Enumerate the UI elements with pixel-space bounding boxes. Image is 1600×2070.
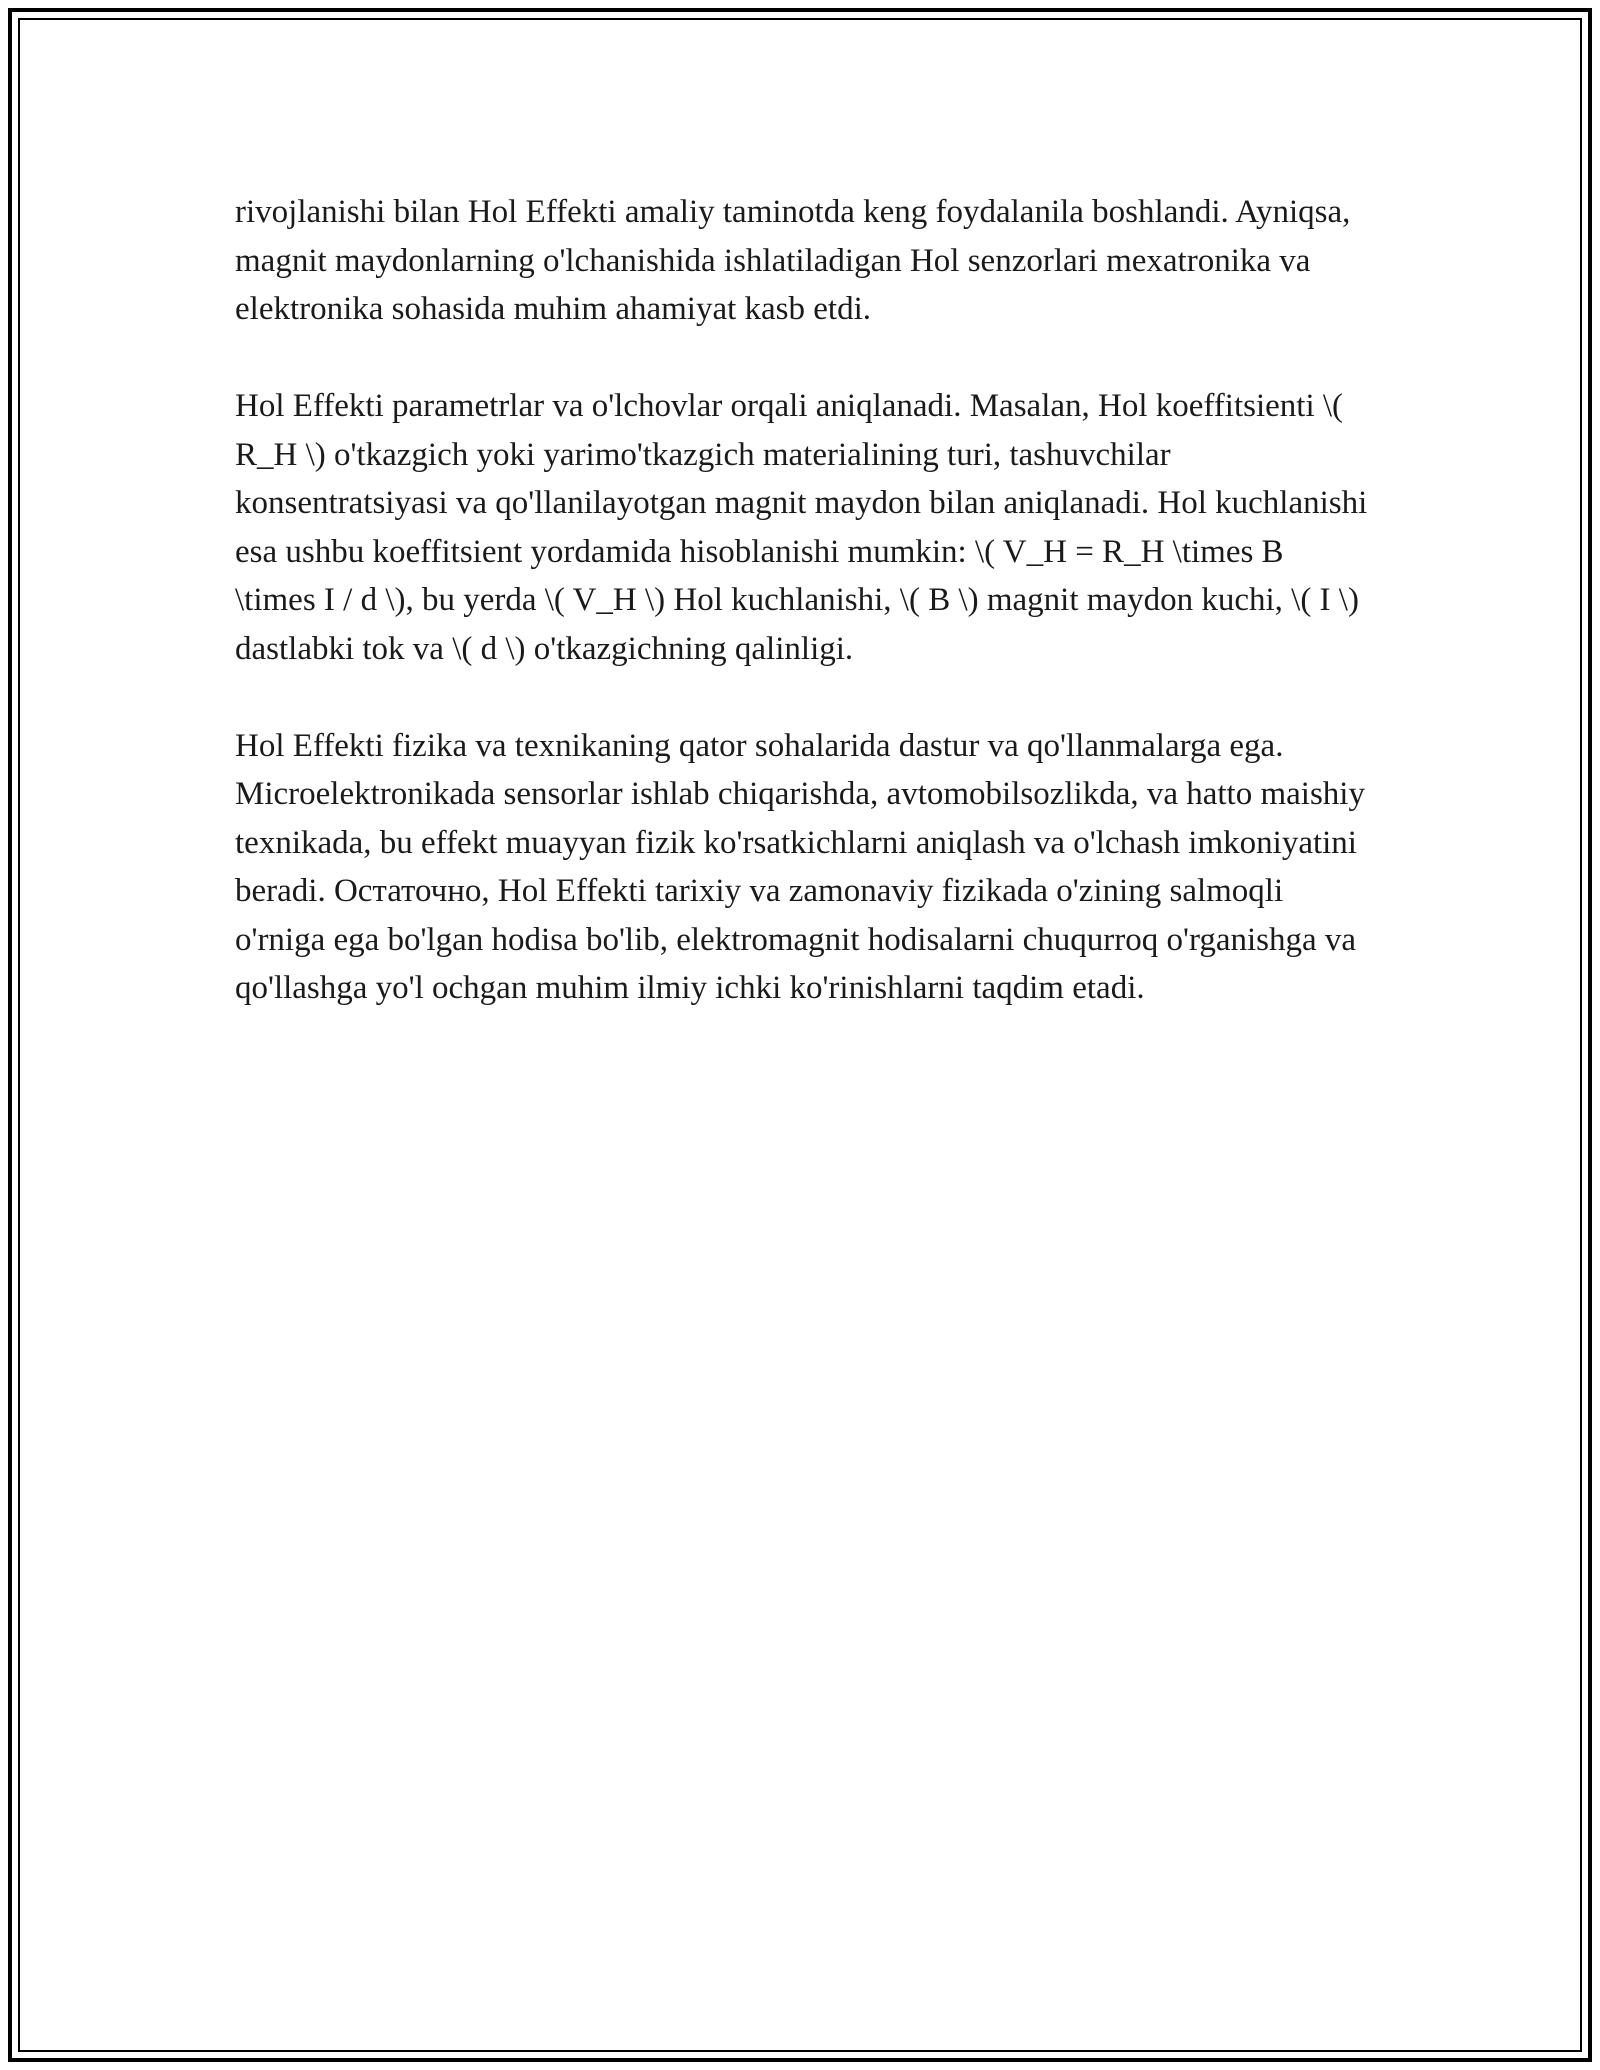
document-body [235,188,1370,1061]
paragraph-1: rivojlanishi bilan Hol Effekti amaliy taminotda keng foydalanila boshlandi. Ayniqsa, magnit maydonlarning o'lchanishida ishlatiladigan Hol senzorlari mexatronika va elektronika sohasida muhim ahamiyat kasb etdi. [235,194,1351,327]
paragraph-2: Hol Effekti parametrlar va o'lchovlar orqali aniqlanadi. Masalan, Hol koeffitsienti \( R_H \) o'tkazgich yoki yarimo'tkazgich materialining turi, tashuvchilar konsentratsiyasi va qo'llanilayotgan magnit maydon bilan aniqlanadi. Hol kuchlanishi esa ushbu koeffitsient yordamida hisoblanishi mumkin: \( V_H = R_H \times B \times I / d \), bu yerda \( V_H \) Hol kuchlanishi, \( B \) magnit maydon kuchi, \( I \) dastlabki tok va \( d \) o'tkazgichning qalinligi. [235,388,1368,667]
paragraph-3: Hol Effekti fizika va texnikaning qator sohalarida dastur va qo'llanmalarga ega. Microelektronikada sensorlar ishlab chiqarishda, avtomobilsozlikda, va hatto maishiy texnikada, bu effekt muayyan fizik ko'rsatkichlarni aniqlash va o'lchash imkoniyatini beradi. Остаточно, Hol Effekti tarixiy va zamonaviy fizikada o'zining salmoqli o'rniga ega bo'lgan hodisa bo'lib, elektromagnit hodisalarni chuqurroq o'rganishga va qo'llashga yo'l ochgan muhim ilmiy ichki ko'rinishlarni taqdim etadi. [235,727,1365,1006]
